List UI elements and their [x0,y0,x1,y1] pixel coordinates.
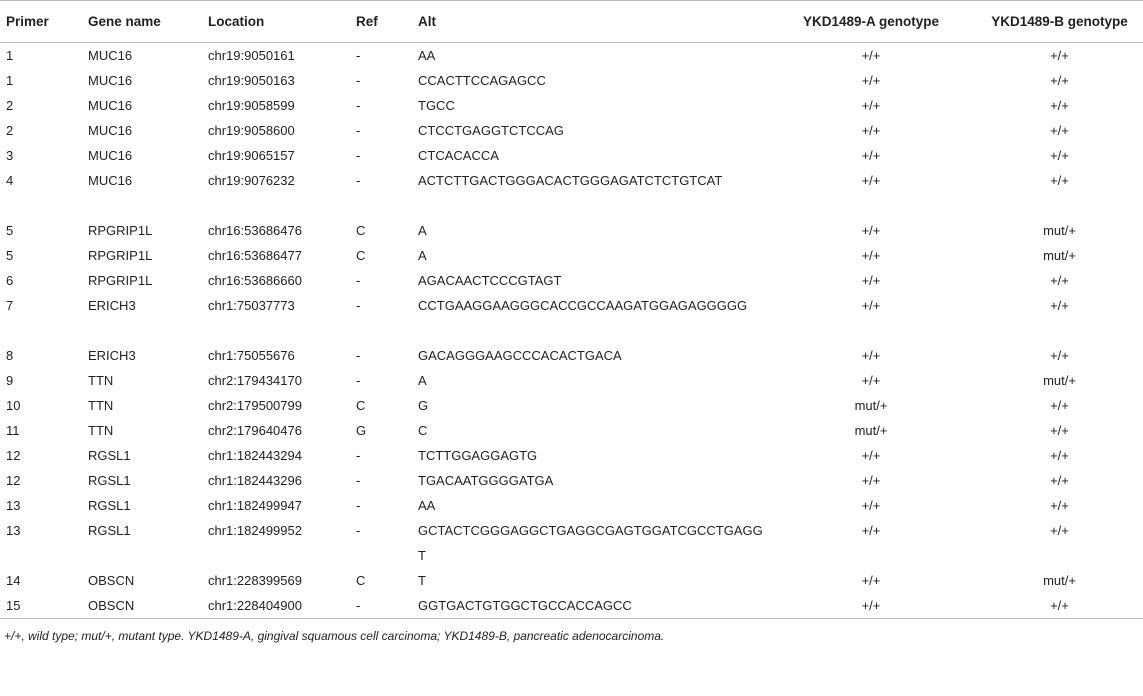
cell-primer: 4 [6,173,14,188]
cell-alt: A [418,373,427,388]
cell-primer: 15 [0,593,88,619]
cell-alt: GGTGACTGTGGCTGCCACCAGCC [418,593,766,619]
cell-genotype-b: +/+ [1050,473,1069,488]
cell-genotype-a: +/+ [861,298,881,313]
cell-genotype-b: +/+ [1050,523,1069,538]
cell-primer: 9 [6,373,14,388]
table-row [0,93,1143,118]
cell-location: chr1:75037773 [208,298,295,313]
cell-ref: C [356,573,366,588]
cell-genotype-b: +/+ [1050,173,1069,188]
cell-location: chr16:53686477 [208,248,302,263]
cell-ref: - [356,173,361,188]
cell-genotype-b: +/+ [1050,148,1069,163]
cell-primer: 7 [6,298,14,313]
cell-ref: C [356,398,366,413]
cell-primer: 12 [6,448,21,463]
header-ref: Ref [356,1,418,43]
cell-genotype-a: +/+ [861,48,881,63]
cell-ref: G [356,423,367,438]
cell-ref: - [356,498,361,513]
table-row [0,168,1143,218]
cell-ref: - [356,298,361,313]
cell-ref: - [356,48,361,63]
cell-primer: 8 [6,348,14,363]
cell-alt: TCTTGGAGGAGTG [418,448,538,463]
table-row [0,593,1143,619]
cell-primer: 10 [6,398,21,413]
cell-location: chr1:228404900 [208,593,356,619]
cell-ref: - [356,373,361,388]
table-row [0,68,1143,93]
cell-location: chr1:182443296 [208,473,302,488]
cell-genotype-a: +/+ [861,373,881,388]
table-row [0,343,1143,368]
cell-gene-name: MUC16 [88,98,133,113]
cell-ref: - [356,593,418,619]
table-row [0,393,1143,418]
cell-genotype-b: mut/+ [1043,373,1076,388]
table-row [0,443,1143,468]
cell-alt: ACTCTTGACTGGGACACTGGGAGATCTCTGTCAT [418,173,723,188]
cell-gene-name: OBSCN [88,593,208,619]
cell-genotype-a: mut/+ [854,398,888,413]
cell-alt: CCTGAAGGAAGGGCACCGCCAAGATGGAGAGGGGG [418,298,748,313]
table-row [0,518,1143,568]
cell-gene-name: TTN [88,398,114,413]
cell-genotype-a: +/+ [861,173,881,188]
cell-ref: - [356,348,361,363]
cell-genotype-b: +/+ [1050,73,1069,88]
cell-genotype-a: +/+ [861,98,881,113]
cell-gene-name: RPGRIP1L [88,223,153,238]
cell-gene-name: RGSL1 [88,498,131,513]
cell-genotype-a: mut/+ [854,423,888,438]
cell-primer: 11 [6,423,20,438]
table-row [0,468,1143,493]
cell-gene-name: RGSL1 [88,448,131,463]
cell-primer: 13 [6,523,21,538]
cell-genotype-b: mut/+ [1043,223,1076,238]
cell-alt: C [418,423,428,438]
cell-location: chr19:9050163 [208,73,295,88]
cell-ref: - [356,98,361,113]
cell-location: chr1:182443294 [208,448,302,463]
cell-gene-name: MUC16 [88,148,133,163]
header-gene-name: Gene name [88,1,208,43]
cell-location: chr2:179500799 [208,398,302,413]
table-row [0,418,1143,443]
cell-genotype-b: +/+ [1050,398,1069,413]
cell-primer: 2 [6,123,14,138]
cell-genotype-a: +/+ [861,448,881,463]
cell-genotype-b: +/+ [1050,98,1069,113]
cell-gene-name: MUC16 [88,123,133,138]
cell-genotype-b: +/+ [1050,448,1069,463]
cell-alt: G [418,398,429,413]
cell-primer: 2 [6,98,14,113]
table-row [0,243,1143,268]
cell-primer: 6 [6,273,14,288]
cell-ref: C [356,248,366,263]
cell-ref: - [356,148,361,163]
table-row [0,43,1143,69]
cell-alt: A [418,223,427,238]
cell-genotype-a: +/+ [861,123,881,138]
cell-location: chr2:179640476 [208,423,302,438]
cell-genotype-b: +/+ [976,593,1143,619]
cell-ref: - [356,273,361,288]
cell-gene-name: MUC16 [88,48,133,63]
cell-location: chr19:9065157 [208,148,295,163]
cell-gene-name: ERICH3 [88,298,136,313]
cell-location: chr1:182499952 [208,523,302,538]
cell-ref: - [356,448,361,463]
table-header-row [0,1,1143,43]
cell-genotype-b: +/+ [1050,123,1069,138]
table-row [0,293,1143,343]
cell-genotype-a: +/+ [861,148,881,163]
cell-gene-name: TTN [88,373,114,388]
cell-genotype-b: +/+ [1050,48,1069,63]
cell-alt: TGCC [418,98,455,113]
table-footnote: +/+, wild type; mut/+, mutant type. YKD1489-A, gingival squamous cell carcinoma; YKD1489-B, pancreatic adenocarcinoma. [4,629,665,643]
cell-gene-name: TTN [88,423,114,438]
cell-location: chr1:182499947 [208,498,302,513]
cell-ref: - [356,123,361,138]
cell-gene-name: RPGRIP1L [88,273,153,288]
cell-genotype-b: mut/+ [1043,248,1076,263]
header-alt: Alt [418,1,766,43]
cell-location: chr19:9050161 [208,48,295,63]
header-location: Location [208,1,356,43]
cell-location: chr19:9058599 [208,98,295,113]
cell-ref: - [356,73,361,88]
cell-genotype-a: +/+ [861,498,881,513]
cell-alt: CTCCTGAGGTCTCCAG [418,123,564,138]
cell-genotype-b: +/+ [1050,423,1069,438]
table-body [0,43,1143,619]
cell-location: chr1:75055676 [208,348,295,363]
cell-location: chr19:9076232 [208,173,295,188]
cell-genotype-a: +/+ [861,223,881,238]
table-row [0,143,1143,168]
cell-alt: AA [418,48,436,63]
cell-gene-name: RPGRIP1L [88,248,153,263]
cell-gene-name: RGSL1 [88,523,131,538]
cell-primer: 1 [6,73,14,88]
cell-genotype-a: +/+ [766,593,976,619]
cell-location: chr1:228399569 [208,573,302,588]
cell-location: chr16:53686660 [208,273,302,288]
cell-genotype-a: +/+ [861,348,881,363]
cell-gene-name: MUC16 [88,173,133,188]
cell-gene-name: MUC16 [88,73,133,88]
cell-gene-name: ERICH3 [88,348,136,363]
cell-genotype-a: +/+ [861,573,881,588]
cell-genotype-b: +/+ [1050,298,1069,313]
cell-ref: - [356,473,361,488]
cell-alt: A [418,248,427,263]
table-row [0,218,1143,243]
header-primer: Primer [0,1,88,43]
table-row [0,568,1143,593]
header-genotype-a: YKD1489-A genotype [766,1,976,43]
cell-alt: GCTACTCGGGAGGCTGAGGCGAGTGGATCGCCTGAGGT [418,523,763,563]
cell-primer: 5 [6,223,14,238]
cell-genotype-a: +/+ [861,73,881,88]
cell-primer: 13 [6,498,21,513]
cell-alt: AA [418,498,436,513]
table-row [0,118,1143,143]
cell-genotype-b: +/+ [1050,273,1069,288]
cell-genotype-a: +/+ [861,273,881,288]
cell-genotype-a: +/+ [861,248,881,263]
header-genotype-b: YKD1489-B genotype [976,1,1143,43]
cell-location: chr16:53686476 [208,223,302,238]
cell-location: chr19:9058600 [208,123,295,138]
cell-alt: AGACAACTCCCGTAGT [418,273,562,288]
cell-alt: T [418,573,426,588]
cell-ref: C [356,223,366,238]
cell-primer: 14 [6,573,21,588]
cell-location: chr2:179434170 [208,373,302,388]
cell-genotype-b: +/+ [1050,498,1069,513]
table-row [0,493,1143,518]
cell-primer: 5 [6,248,14,263]
cell-primer: 1 [6,48,14,63]
cell-genotype-b: mut/+ [1043,573,1076,588]
cell-alt: CCACTTCCAGAGCC [418,73,546,88]
cell-primer: 12 [6,473,21,488]
cell-alt: TGACAATGGGGATGA [418,473,554,488]
cell-genotype-a: +/+ [861,523,881,538]
cell-genotype-b: +/+ [1050,348,1069,363]
cell-ref: - [356,523,361,538]
table-row [0,268,1143,293]
cell-gene-name: OBSCN [88,573,135,588]
cell-alt: GACAGGGAAGCCCACACTGACA [418,348,622,363]
table-row [0,368,1143,393]
cell-gene-name: RGSL1 [88,473,131,488]
cell-alt: CTCACACCA [418,148,499,163]
cell-genotype-a: +/+ [861,473,881,488]
cell-primer: 3 [6,148,14,163]
